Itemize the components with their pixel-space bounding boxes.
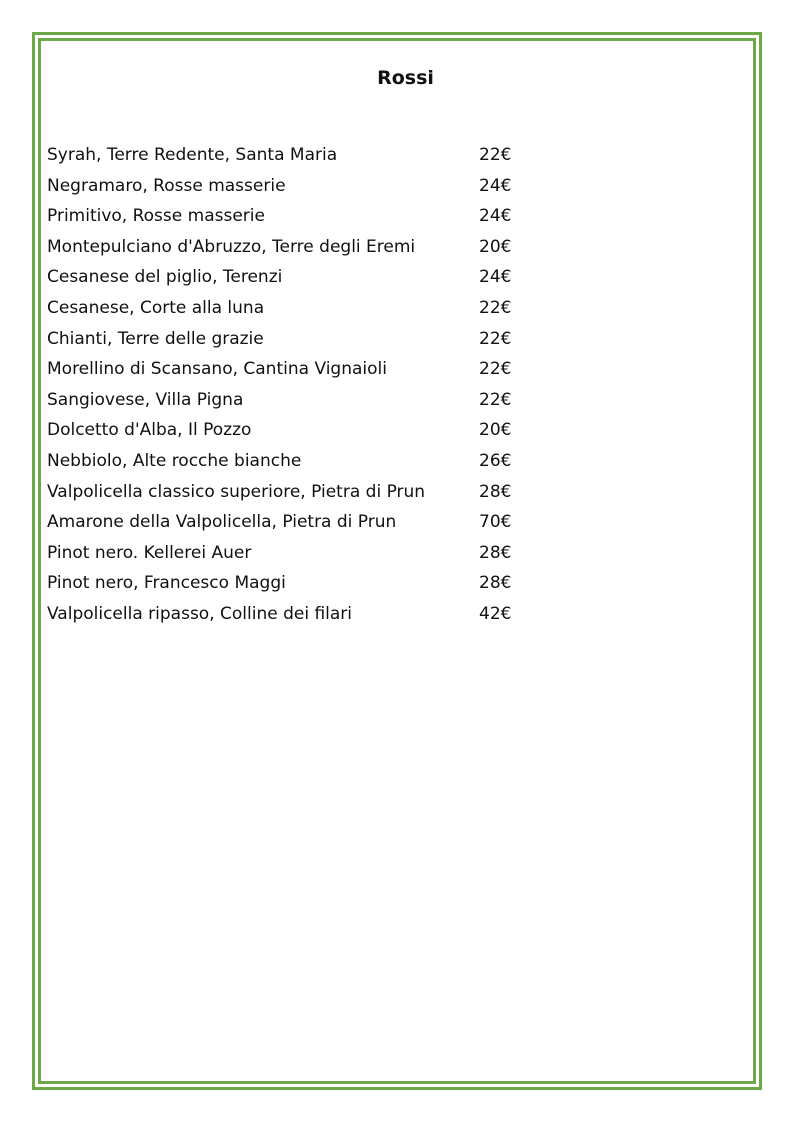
wine-price: 22€ [479, 328, 512, 349]
wine-row [47, 263, 527, 294]
wine-price: 70€ [479, 512, 512, 533]
wine-row [47, 478, 527, 509]
wine-price: 22€ [479, 389, 512, 410]
wine-list [47, 141, 527, 631]
wine-price: 20€ [479, 236, 512, 257]
wine-price: 42€ [479, 603, 512, 624]
wine-price: 24€ [479, 206, 512, 227]
wine-price: 28€ [479, 542, 512, 563]
wine-row [47, 202, 527, 233]
wine-name: Primitivo, Rosse masserie [47, 206, 265, 227]
wine-price: 22€ [479, 359, 512, 380]
wine-name: Amarone della Valpolicella, Pietra di Prun [47, 512, 397, 533]
wine-price: 28€ [479, 481, 512, 502]
wine-price: 20€ [479, 420, 512, 441]
wine-name: Negramaro, Rosse masserie [47, 175, 286, 196]
wine-name: Cesanese, Corte alla luna [47, 297, 265, 318]
wine-price: 24€ [479, 267, 512, 288]
wine-price: 26€ [479, 450, 512, 471]
wine-row [47, 569, 527, 600]
wine-name: Montepulciano d'Abruzzo, Terre degli Eremi [47, 236, 416, 257]
wine-row [47, 141, 527, 172]
wine-price: 24€ [479, 175, 512, 196]
wine-row [47, 386, 527, 417]
wine-name: Cesanese del piglio, Terenzi [47, 267, 283, 288]
wine-row [47, 600, 527, 631]
wine-name: Nebbiolo, Alte rocche bianche [47, 450, 302, 471]
wine-name: Valpolicella ripasso, Colline dei filari [47, 603, 353, 624]
wine-row [47, 294, 527, 325]
wine-name: Pinot nero, Francesco Maggi [47, 573, 286, 594]
wine-row [47, 233, 527, 264]
wine-name: Sangiovese, Villa Pigna [47, 389, 244, 410]
wine-price: 28€ [479, 573, 512, 594]
wine-row [47, 447, 527, 478]
wine-row [47, 508, 527, 539]
wine-name: Chianti, Terre delle grazie [47, 328, 264, 349]
wine-name: Dolcetto d'Alba, Il Pozzo [47, 420, 252, 441]
wine-row [47, 539, 527, 570]
wine-name: Morellino di Scansano, Cantina Vignaioli [47, 359, 387, 380]
section-title: Rossi [377, 67, 434, 89]
wine-row [47, 325, 527, 356]
wine-name: Valpolicella classico superiore, Pietra di Prun [47, 481, 426, 502]
wine-price: 22€ [479, 145, 512, 165]
wine-row [47, 416, 527, 447]
wine-name: Syrah, Terre Redente, Santa Maria [47, 145, 338, 165]
wine-row [47, 355, 527, 386]
wine-price: 22€ [479, 297, 512, 318]
wine-name: Pinot nero. Kellerei Auer [47, 542, 252, 563]
wine-row [47, 172, 527, 203]
